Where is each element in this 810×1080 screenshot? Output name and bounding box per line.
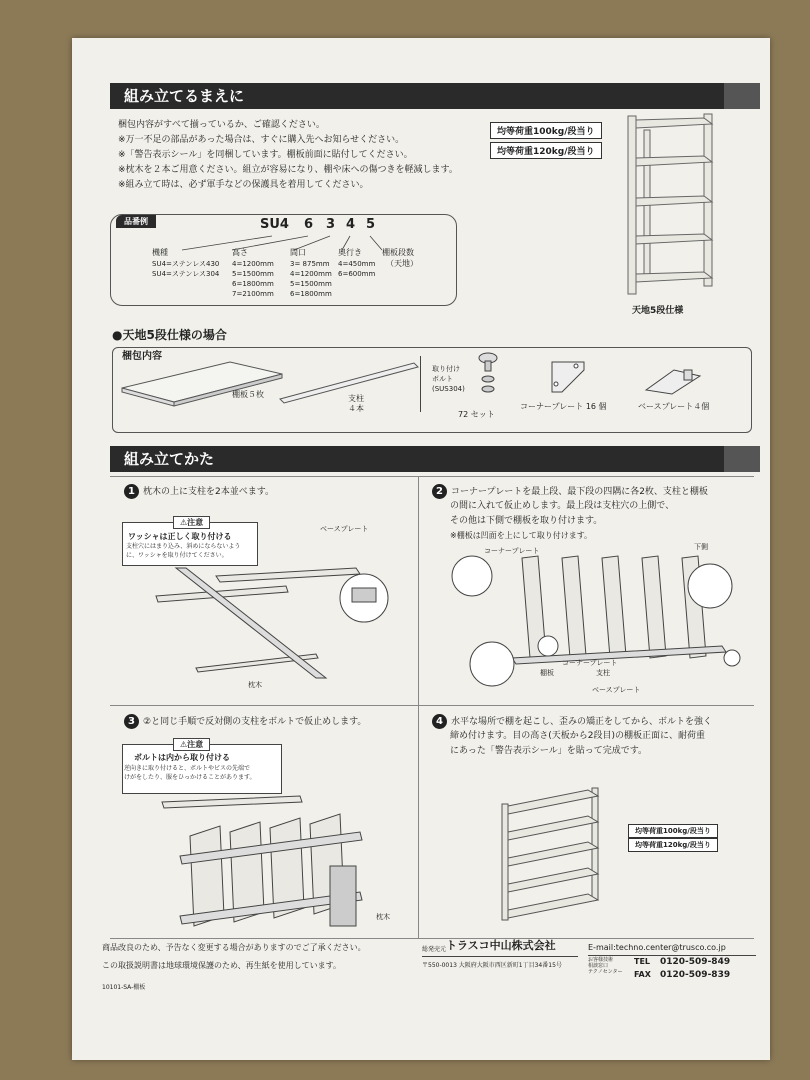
bolt-icon — [476, 352, 500, 396]
base-plate-icon — [644, 366, 704, 396]
caution-3-line-0: 逆向きに取り付けると、ボルトやビスの先端で — [124, 765, 251, 772]
step-4 — [432, 714, 712, 729]
label-baseplate: ベースプレート — [320, 525, 369, 533]
corner-plate-icon — [548, 358, 588, 398]
model-code-depth: 4 — [346, 217, 356, 232]
col-width-0: 3= 875mm — [290, 260, 330, 268]
note-4: ※組み立て時は、必ず軍手などの保護具を着用してください。 — [118, 180, 369, 190]
step-4-text-2: にあった「警告表示シール」を貼って完成です。 — [450, 746, 648, 756]
center-1: 相談窓口 — [588, 963, 609, 969]
label-post: 支柱 — [596, 669, 610, 677]
center-2: テクノセンター — [588, 969, 623, 975]
col-height-head: 高さ — [232, 248, 248, 257]
center-0: お客様技術 — [588, 957, 614, 963]
grid-line-top — [110, 476, 754, 477]
caution-1-line-0: 支柱穴にはまり込み、斜めにならないよう — [126, 543, 241, 550]
model-tag: 品番例 — [116, 215, 156, 228]
note-0: 梱包内容がすべて揃っているか、ご確認ください。 — [118, 120, 325, 130]
fax-number: 0120-509-839 — [660, 970, 731, 980]
col-width-1: 4=1200mm — [290, 270, 332, 278]
grid-line-middle — [110, 705, 754, 706]
label-bottom: 下側 — [694, 543, 708, 551]
label-sleeper-1: 枕木 — [248, 681, 262, 689]
step-2-text-0: コーナープレートを最上段、最下段の四隅に各2枚、支柱と棚板 — [451, 487, 708, 497]
post-label: 支柱 — [348, 394, 364, 403]
caution-1-line-1: に、ワッシャを取り付けてください。 — [126, 552, 228, 559]
base-plate-label: ベースプレート４個 — [638, 402, 710, 411]
label-corner-2: コーナープレート — [562, 659, 618, 667]
footer-note-1: この取扱説明書は地球環境保護のため、再生紙を使用しています。 — [102, 961, 342, 970]
col-depth-0: 4=450mm — [338, 260, 376, 268]
model-code-lines — [72, 38, 770, 338]
col-levels-0: （天地） — [386, 259, 418, 268]
step-1-number: 1 — [124, 484, 139, 499]
step-3-illustration — [150, 796, 390, 936]
step-3 — [124, 714, 366, 729]
section-header-assembly: 組み立てかた — [110, 446, 724, 472]
post-count: ４本 — [348, 404, 364, 413]
seller-prefix: 総発売元 — [422, 946, 447, 953]
step-2-number: 2 — [432, 484, 447, 499]
col-width-3: 6=1800mm — [290, 290, 332, 298]
shelf-caption: 天地5段仕様 — [632, 306, 684, 316]
step-4-number: 4 — [432, 714, 447, 729]
step-4-text-0: 水平な場所で棚を起こし、歪みの矯正をしてから、ボルトを強く — [451, 717, 713, 727]
label-corner: コーナープレート — [484, 547, 540, 555]
caution-3-title: ボルトは内から取り付ける — [134, 753, 230, 762]
shelf-board-label: 棚板５枚 — [232, 390, 264, 399]
step-4-text-1: 締め付けます。目の高さ(天板から2段目)の棚板正面に、耐荷重 — [450, 731, 706, 741]
step-4-illustration — [498, 784, 608, 924]
step-2-illustration — [442, 546, 742, 696]
label-sleeper-3: 枕木 — [376, 913, 390, 921]
col-type-0: SU4=ステンレス430 — [152, 260, 220, 268]
col-height-0: 4=1200mm — [232, 260, 274, 268]
note-1: ※万一不足の部品があった場合は、すぐに購入先へお知らせください。 — [118, 135, 405, 145]
grid-line-vertical — [418, 476, 419, 938]
bolt-label-3: (SUS304) — [432, 385, 465, 393]
load-label-120: 均等荷重120kg/段当り — [490, 142, 602, 159]
col-height-2: 6=1800mm — [232, 280, 274, 288]
col-type-1: SU4=ステンレス304 — [152, 270, 220, 278]
col-width-2: 5=1500mm — [290, 280, 332, 288]
bolt-label-1: 取り付け — [432, 365, 460, 373]
bolt-label-2: ボルト — [432, 375, 453, 383]
col-height-1: 5=1500mm — [232, 270, 274, 278]
bolt-count: 72 セット — [458, 410, 495, 419]
col-width-head: 間口 — [290, 248, 306, 257]
section-header-before: 組み立てるまえに — [110, 83, 724, 109]
caution-3-line-1: けがをしたり、服をひっかけることがあります。 — [124, 774, 256, 781]
step-2-text-2: その他は下側で棚板を取り付けます。 — [450, 516, 603, 526]
doc-number: 10101-SA-棚板 — [102, 984, 146, 991]
caution-3-head: ⚠注意 — [173, 738, 210, 751]
package-title: ●天地5段仕様の場合 — [112, 328, 227, 342]
step-3-number: 3 — [124, 714, 139, 729]
col-levels-head: 棚板段数 — [382, 248, 414, 257]
package-subtitle: 梱包内容 — [122, 351, 162, 362]
tel-label: TEL — [634, 957, 651, 966]
step-2 — [432, 484, 708, 499]
caution-1-title: ワッシャは正しく取り付ける — [128, 532, 232, 541]
note-2: ※「警告表示シール」を同梱しています。棚板前面に貼付してください。 — [118, 150, 413, 160]
step-3-text: ②と同じ手順で反対側の支柱をボルトで仮止めします。 — [143, 717, 367, 727]
grid-line-bottom — [110, 938, 754, 939]
step-1-illustration — [156, 528, 396, 678]
label-baseplate-2: ベースプレート — [592, 686, 641, 694]
load-label-120-b: 均等荷重120kg/段当り — [628, 838, 718, 852]
model-code-width: 3 — [326, 217, 336, 232]
step-2-text-1: の間に入れて仮止めします。最上段は支柱穴の上側で、 — [450, 501, 675, 511]
corner-plate-label: コーナープレート 16 個 — [520, 402, 607, 411]
model-code-height: 6 — [304, 217, 314, 232]
col-type-head: 機種 — [152, 248, 168, 257]
footer-note-0: 商品改良のため、予告なく変更する場合がありますのでご了承ください。 — [102, 943, 366, 952]
company-underline — [422, 956, 578, 957]
label-shelf: 棚板 — [540, 669, 554, 677]
caution-1-head: ⚠注意 — [173, 516, 210, 529]
tel-number: 0120-509-849 — [660, 957, 731, 967]
instruction-sheet — [72, 38, 770, 1060]
note-3: ※枕木を２本ご用意ください。組立が容易になり、棚や床への傷つきを軽減します。 — [118, 165, 458, 175]
step-2-text-3: ※棚板は凹面を上にして取り付けます。 — [450, 531, 593, 540]
divider — [420, 356, 421, 412]
company-address: 〒550-0013 大阪府大阪市西区新町1丁目34番15号 — [422, 962, 562, 969]
col-depth-head: 奥行き — [338, 248, 362, 257]
step-1-text: 枕木の上に支柱を2本並べます。 — [143, 487, 275, 497]
shelf-board-icon — [122, 360, 282, 410]
col-height-3: 7=2100mm — [232, 290, 274, 298]
load-label-100-b: 均等荷重100kg/段当り — [628, 824, 718, 838]
company-name: トラスコ中山株式会社 — [446, 939, 556, 952]
step-1 — [124, 484, 274, 499]
email: E-mail:techno.center@trusco.co.jp — [588, 943, 726, 952]
load-label-100: 均等荷重100kg/段当り — [490, 122, 602, 139]
col-depth-1: 6=600mm — [338, 270, 376, 278]
model-code-levels: 5 — [366, 217, 376, 232]
model-code-series: SU4 — [260, 217, 289, 232]
fax-label: FAX — [634, 970, 651, 979]
